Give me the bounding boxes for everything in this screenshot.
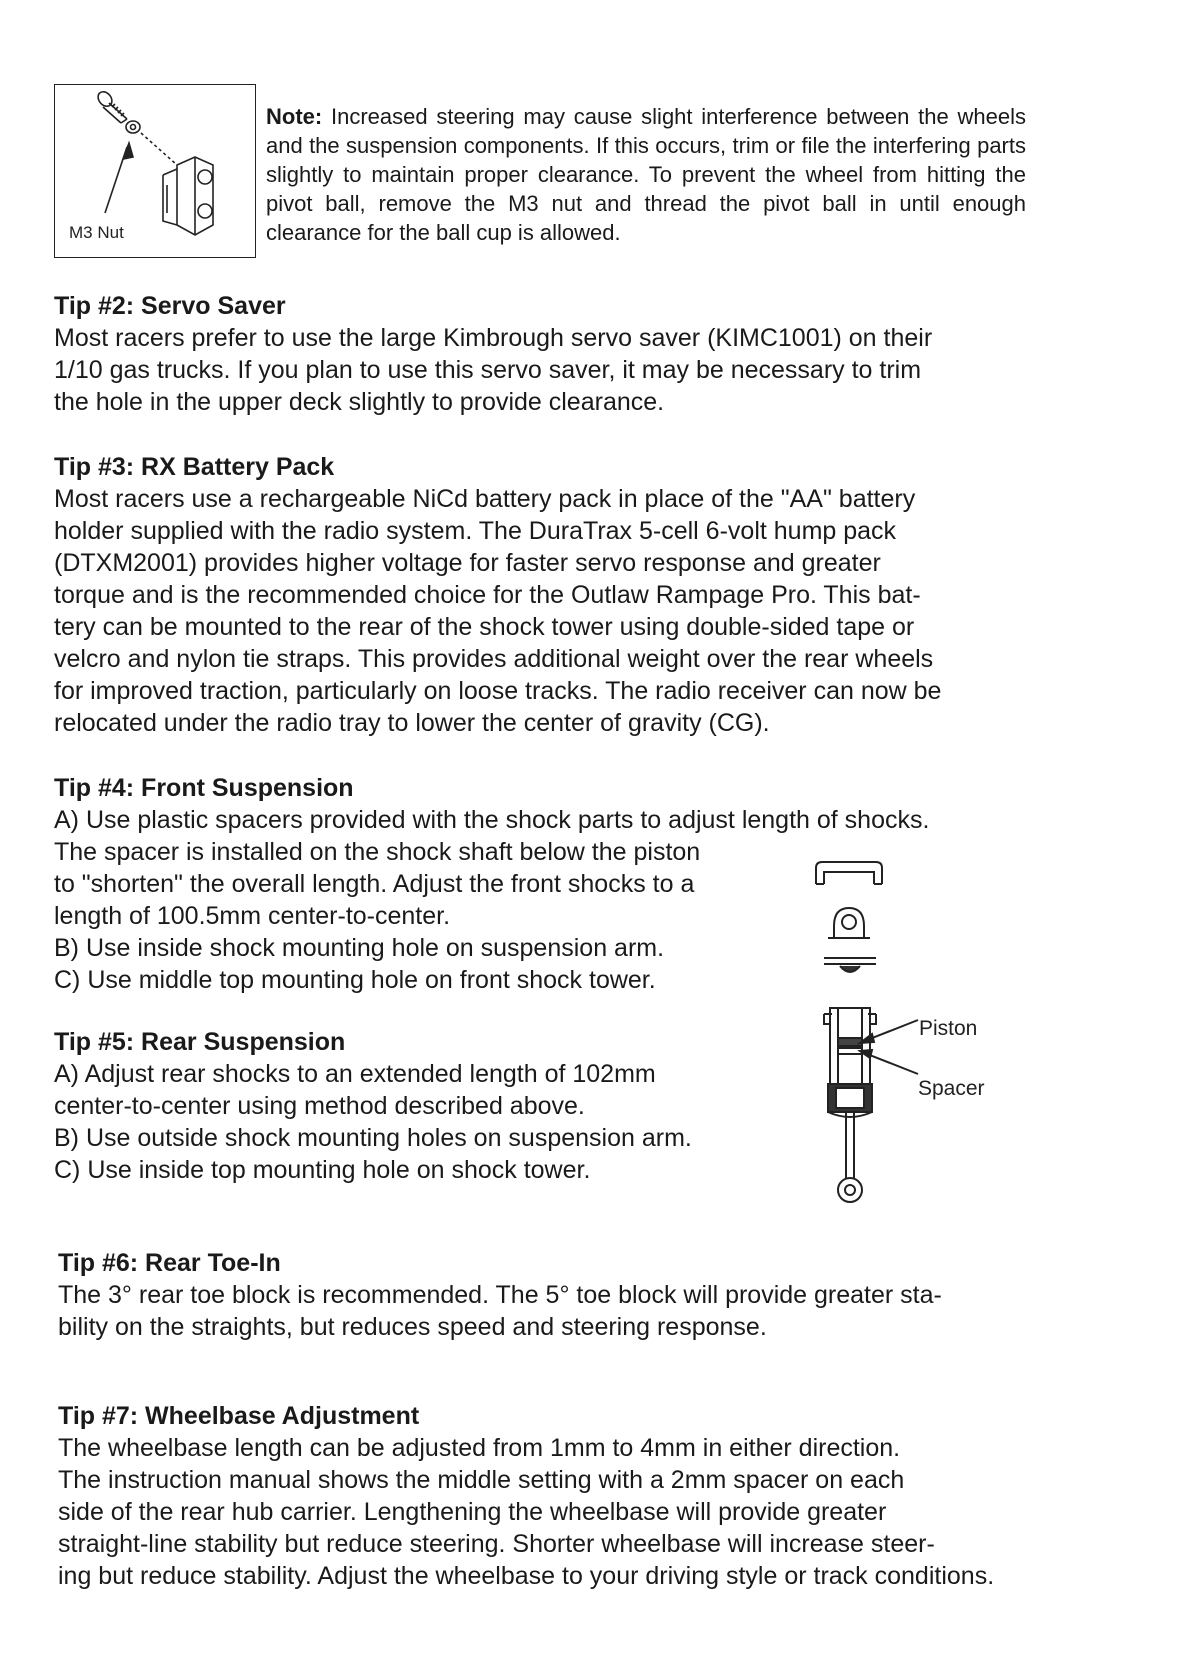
- tip-line: B) Use outside shock mounting holes on suspension arm.: [54, 1124, 692, 1152]
- tip-line: B) Use inside shock mounting hole on suspension arm.: [54, 934, 665, 962]
- tip-rear-toe-in: [58, 1247, 1028, 1343]
- tip-line: A) Use plastic spacers provided with the shock parts to adjust length of shocks.: [54, 806, 930, 834]
- tip-heading: Tip #7: Wheelbase Adjustment: [58, 1402, 420, 1430]
- tip-body: [54, 1058, 774, 1186]
- tip-heading: Tip #2: Servo Saver: [54, 292, 286, 320]
- tip-line: torque and is the recommended choice for the Outlaw Rampage Pro. This bat-: [54, 581, 921, 609]
- tip-line: bility on the straights, but reduces speed and steering response.: [58, 1313, 767, 1341]
- note-paragraph: [266, 102, 1026, 247]
- m3-nut-label: M3 Nut: [69, 223, 124, 242]
- tip-line: The instruction manual shows the middle setting with a 2mm spacer on each: [58, 1466, 905, 1494]
- tip-wheelbase-adjustment: [58, 1400, 1033, 1592]
- tip-line: length of 100.5mm center-to-center.: [54, 902, 451, 930]
- tip-line: side of the rear hub carrier. Lengthening the wheelbase will provide greater: [58, 1498, 887, 1526]
- piston-label: Piston: [919, 1017, 978, 1040]
- tip-line: straight-line stability but reduce steering. Shorter wheelbase will increase steer-: [58, 1530, 935, 1558]
- tip-line: The 3° rear toe block is recommended. The 5° toe block will provide greater sta-: [58, 1281, 942, 1309]
- tip-line: (DTXM2001) provides higher voltage for faster servo response and greater: [54, 549, 881, 577]
- note-body: Increased steering may cause slight interference between the wheels and the suspension components. If this occurs, trim or file the interfering parts slightly to maintain proper clearance. To prevent the wheel from hitting the pivot ball, remove the M3 nut and thread the pivot ball in until enough clearance for the ball cup is allowed.: [266, 104, 1026, 245]
- tip-line: The wheelbase length can be adjusted from 1mm to 4mm in either direction.: [58, 1434, 901, 1462]
- tip-body: [54, 483, 1024, 739]
- tip-heading: Tip #6: Rear Toe-In: [58, 1249, 281, 1277]
- note-label: Note:: [266, 104, 323, 129]
- tip-line: center-to-center using method described above.: [54, 1092, 585, 1120]
- tip-line: 1/10 gas trucks. If you plan to use this servo saver, it may be necessary to trim: [54, 356, 922, 384]
- tip-line: relocated under the radio tray to lower the center of gravity (CG).: [54, 709, 770, 737]
- tip-line: Most racers prefer to use the large Kimbrough servo saver (KIMC1001) on their: [54, 324, 933, 352]
- tip-line: velcro and nylon tie straps. This provides additional weight over the rear wheels: [54, 645, 934, 673]
- tip-body: [54, 322, 1024, 418]
- tip-line: holder supplied with the radio system. The DuraTrax 5-cell 6-volt hump pack: [54, 517, 897, 545]
- tip-line: The spacer is installed on the shock shaft below the piston: [54, 838, 701, 866]
- tip-line: the hole in the upper deck slightly to provide clearance.: [54, 388, 665, 416]
- tip-rear-suspension: [54, 1026, 774, 1186]
- tip-line: to "shorten" the overall length. Adjust the front shocks to a: [54, 870, 695, 898]
- tip-servo-saver: [54, 290, 1024, 418]
- m3-nut-illustration-box: [54, 84, 256, 258]
- spacer-label: Spacer: [918, 1077, 985, 1100]
- tip-line: for improved traction, particularly on loose tracks. The radio receiver can now be: [54, 677, 942, 705]
- tip-heading: Tip #5: Rear Suspension: [54, 1028, 346, 1056]
- tip-line: A) Adjust rear shocks to an extended length of 102mm: [54, 1060, 656, 1088]
- tip-rx-battery-pack: [54, 451, 1024, 739]
- tip-body: [58, 1279, 1028, 1343]
- tip-line: C) Use middle top mounting hole on front shock tower.: [54, 966, 656, 994]
- tip-line: tery can be mounted to the rear of the shock tower using double-sided tape or: [54, 613, 915, 641]
- tip-line: ing but reduce stability. Adjust the wheelbase to your driving style or track conditions.: [58, 1562, 995, 1590]
- tip-line: C) Use inside top mounting hole on shock tower.: [54, 1156, 591, 1184]
- tip-body: [58, 1432, 1033, 1592]
- tip-heading: Tip #3: RX Battery Pack: [54, 453, 335, 481]
- tip-heading: Tip #4: Front Suspension: [54, 774, 354, 802]
- tip-line: Most racers use a rechargeable NiCd battery pack in place of the "AA" battery: [54, 485, 916, 513]
